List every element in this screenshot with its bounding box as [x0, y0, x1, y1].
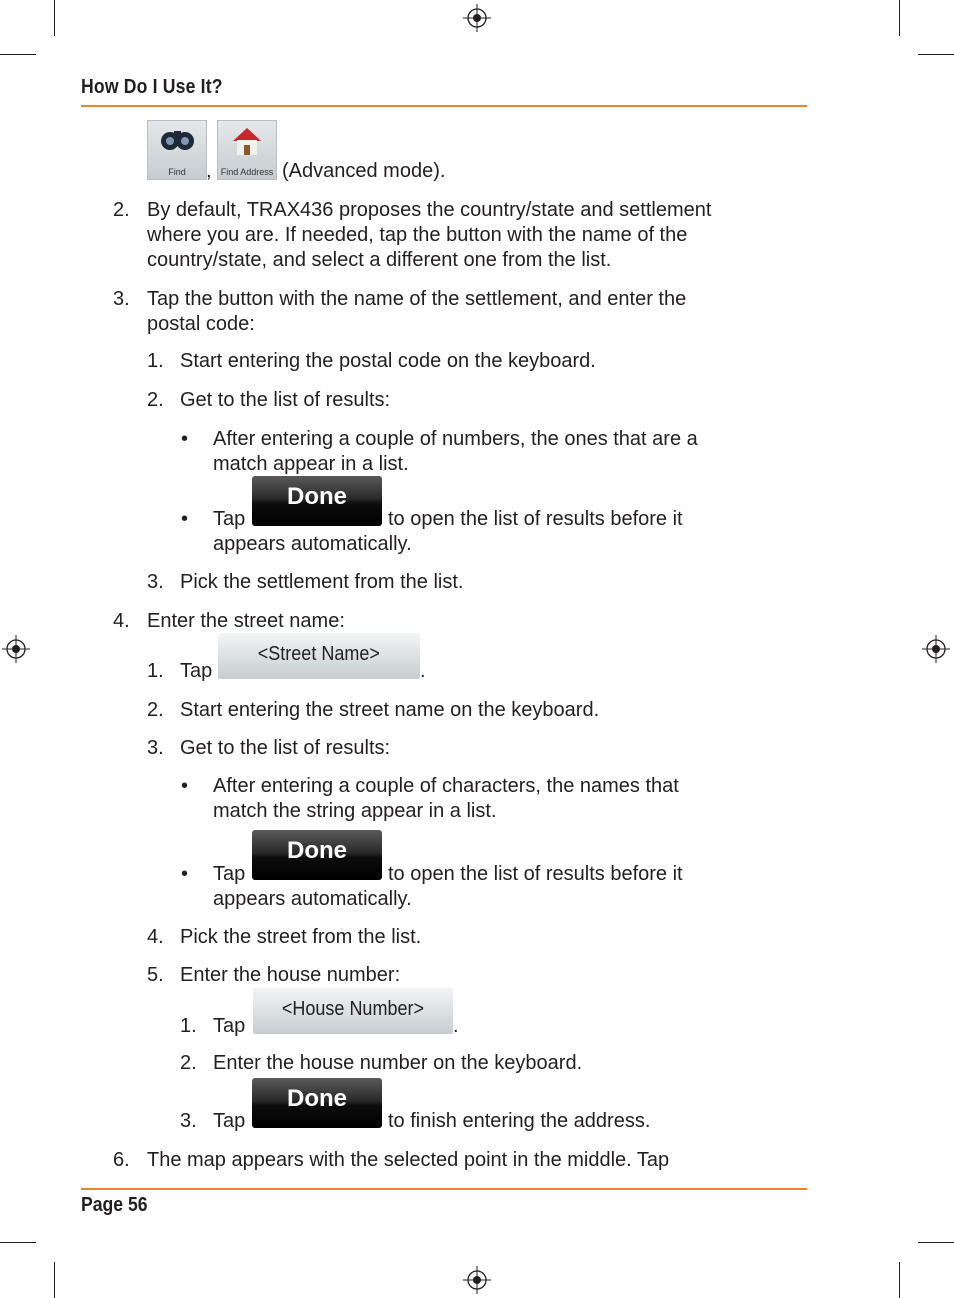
paragraph-line: After entering a couple of numbers, the ones that are a — [213, 428, 698, 450]
paragraph-line: country/state, and select a different one from the list. — [147, 249, 612, 271]
find-button-image — [147, 120, 207, 180]
paragraph-line: Start entering the postal code on the keyboard. — [180, 350, 596, 372]
paragraph-line: Enter the house number on the keyboard. — [213, 1052, 583, 1074]
icons-suffix-text: (Advanced mode). — [282, 160, 446, 182]
paragraph-line: Tap the button with the name of the settlement, and enter the — [147, 288, 687, 310]
bullet: • — [181, 775, 189, 797]
paragraph-line: Pick the street from the list. — [180, 926, 422, 948]
paragraph-line: appears automatically. — [213, 888, 412, 910]
paragraph-line: to finish entering the address. — [388, 1110, 651, 1132]
paragraph-line: Enter the street name: — [147, 610, 345, 632]
bullet: • — [181, 508, 189, 530]
page-number: Page 56 — [81, 1194, 148, 1216]
done-button — [252, 476, 382, 526]
street-name-button — [218, 633, 420, 679]
done-button-label: Done — [287, 1085, 347, 1112]
find-address-button-image — [217, 120, 277, 180]
paragraph-line: Enter the house number: — [180, 964, 401, 986]
crop-mark — [54, 1262, 55, 1298]
done-button — [252, 1078, 382, 1128]
paragraph-line: postal code: — [147, 313, 255, 335]
crop-mark — [899, 0, 900, 36]
paragraph-line: Start entering the street name on the keyboard. — [180, 699, 600, 721]
paragraph-line: After entering a couple of characters, the names that — [213, 775, 679, 797]
done-button-label: Done — [287, 483, 347, 510]
paragraph-line: match appear in a list. — [213, 453, 409, 475]
crop-mark — [918, 1242, 954, 1243]
header-rule — [81, 105, 807, 107]
crop-mark — [54, 0, 55, 36]
list-number: 4. — [113, 610, 130, 632]
house-number-button-label: <House Number> — [281, 998, 425, 1020]
paragraph-line: By default, TRAX436 proposes the country/state and settlement — [147, 199, 712, 221]
crop-mark — [0, 54, 36, 55]
bullet: • — [181, 863, 189, 885]
house-icon — [218, 121, 276, 161]
list-number: 1. — [180, 1015, 197, 1037]
tap-text: Tap — [180, 660, 213, 682]
footer-rule — [81, 1188, 807, 1190]
list-number: 2. — [113, 199, 130, 221]
house-number-button — [253, 988, 453, 1034]
paragraph-line: Get to the list of results: — [180, 737, 391, 759]
list-number: 2. — [147, 699, 164, 721]
find-icon-label: Find — [168, 167, 186, 177]
tap-text: Tap — [213, 1110, 246, 1132]
period: . — [420, 660, 426, 682]
paragraph-line: Get to the list of results: — [180, 389, 391, 411]
list-number: 4. — [147, 926, 164, 948]
list-number: 3. — [147, 737, 164, 759]
paragraph-line: The map appears with the selected point in the middle. Tap — [147, 1149, 670, 1171]
paragraph-line: to open the list of results before it — [388, 863, 683, 885]
list-number: 2. — [147, 389, 164, 411]
tap-text: Tap — [213, 508, 246, 530]
paragraph-line: to open the list of results before it — [388, 508, 683, 530]
tap-text: Tap — [213, 1015, 246, 1037]
done-button — [252, 830, 382, 880]
list-number: 1. — [147, 660, 164, 682]
list-number: 3. — [113, 288, 130, 310]
paragraph-line: where you are. If needed, tap the button with the name of the — [147, 224, 688, 246]
crop-mark — [0, 1242, 36, 1243]
list-number: 5. — [147, 964, 164, 986]
paragraph-line: match the string appear in a list. — [213, 800, 497, 822]
crop-mark — [899, 1262, 900, 1298]
paragraph-line: appears automatically. — [213, 533, 412, 555]
icons-comma: , — [206, 160, 212, 182]
list-number: 3. — [147, 571, 164, 593]
paragraph-line: Pick the settlement from the list. — [180, 571, 464, 593]
tap-text: Tap — [213, 863, 246, 885]
period: . — [453, 1015, 459, 1037]
registration-mark-icon — [922, 635, 950, 663]
done-button-label: Done — [287, 837, 347, 864]
list-number: 2. — [180, 1052, 197, 1074]
find-address-icon-label: Find Address — [220, 167, 274, 177]
list-number: 3. — [180, 1110, 197, 1132]
list-number: 6. — [113, 1149, 130, 1171]
street-name-button-label: <Street Name> — [257, 643, 381, 665]
list-number: 1. — [147, 350, 164, 372]
registration-mark-icon — [2, 635, 30, 663]
binoculars-icon — [148, 121, 206, 161]
page-header-title: How Do I Use It? — [81, 76, 223, 98]
registration-mark-icon — [463, 1266, 491, 1294]
bullet: • — [181, 428, 189, 450]
crop-mark — [918, 54, 954, 55]
registration-mark-icon — [463, 4, 491, 32]
